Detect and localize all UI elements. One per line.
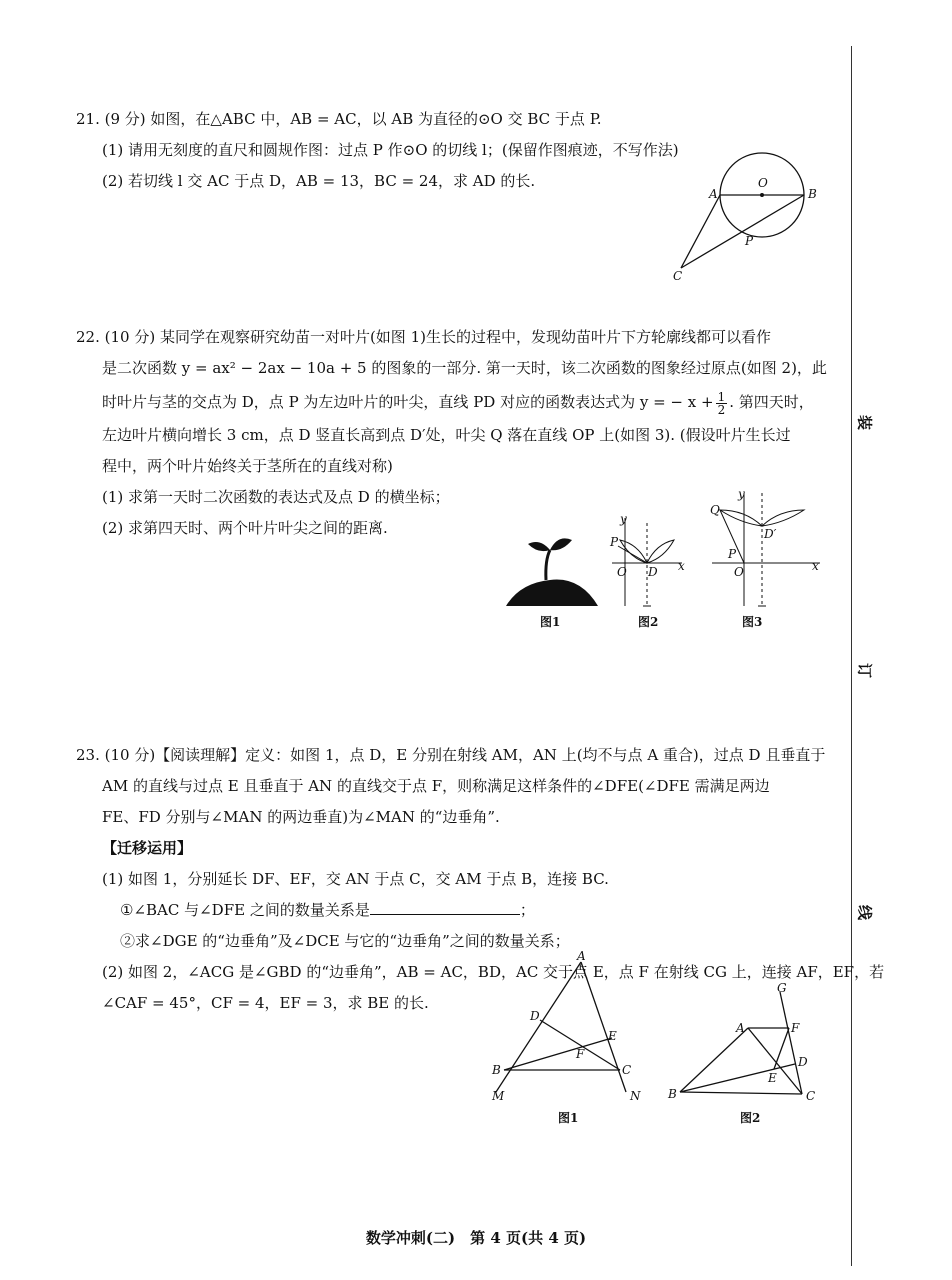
answer-blank[interactable] [370,900,520,915]
q22-part-1: (1) 求第一天时二次函数的表达式及点 D 的横坐标； [102,488,450,506]
q23-figures [488,950,828,1130]
q23-part-2: (2) 如图 2，∠ACG 是∠GBD 的“边垂角”，AB = AC，BD，AC 交于点 E，点 F 在射线 CG 上，连接 AF，EF，若 [102,963,885,981]
q21-part-2: (2) 若切线 l 交 AC 于点 D，AB = 13，BC = 24，求 AD 的长. [102,172,536,190]
q21-label-C: C [673,269,683,283]
q22-fig3-label-P: P [728,547,737,561]
binding-char-ding: 订 [855,662,874,678]
q21-label-A: A [709,187,718,201]
q21-label-P: P [745,234,754,248]
q23-fig1 [491,950,641,1103]
q23-part-1: (1) 如图 1，分别延长 DF、EF，交 AN 于点 C，交 AM 于点 B，连接 BC. [102,870,609,888]
q23-part-1-sub-1-text: ①∠BAC 与∠DFE 之间的数量关系是 [120,901,370,919]
q22-fig2-label-x: x [678,559,685,573]
q23-part-1-sub-1-end: ； [519,901,535,919]
q23-fig1-label-B: B [492,1063,501,1077]
q22-fig3 [710,488,820,606]
q23-line-1: 23. (10 分)【阅读理解】定义：如图 1，点 D，E 分别在射线 AM，AN 上(均不与点 A 重合)，过点 D 且垂直于 [76,746,826,764]
q22-fraction [716,391,728,416]
page-footer: 数学冲刺(二) 第 4 页(共 4 页) [365,1229,587,1247]
q22-line-1: 22. (10 分) 某同学在观察研究幼苗一对叶片(如图 1)生长的过程中，发现幼苗叶片下方轮廓线都可以看作 [76,328,771,346]
q23-fig1-label-D: D [530,1009,540,1023]
q22-line-3-tail: . 第四天时， [729,393,814,411]
q22-fig2-caption: 图2 [638,615,659,629]
q22-fig2-label-O: O [617,565,627,579]
q21-stem: 21. (9 分) 如图，在△ABC 中，AB = AC，以 AB 为直径的⊙O 交 BC 于点 P. [76,110,602,128]
q23-fig2-caption: 图2 [740,1111,761,1125]
q22-fig1-caption: 图1 [540,615,561,629]
q23-fig2-label-E: E [768,1071,777,1085]
q22-fig1-seedling [506,538,598,606]
q22-fig3-caption: 图3 [742,615,763,629]
q23-section-heading: 【迁移运用】 [102,839,193,857]
q23-fig1-label-C: C [622,1063,632,1077]
q21-part-1: (1) 请用无刻度的直尺和圆规作图：过点 P 作⊙O 的切线 l；(保留作图痕迹，不写作法) [102,141,679,159]
q22-fig2-label-P: P [610,535,619,549]
q22-fig2-label-y: y [620,512,627,526]
q22-fig3-label-Q: Q [710,503,720,517]
q23-fig2-label-C: C [806,1089,816,1103]
q22-fig3-label-D: D′ [764,527,777,541]
q23-fig1-label-A: A [577,950,586,963]
q22-fraction-numerator: 1 [717,389,726,404]
q23-fig2-label-G: G [777,981,787,995]
q23-fig1-label-F: F [576,1047,585,1061]
q22-line-5: 程中，两个叶片始终关于茎所在的直线对称) [102,457,393,475]
q23-fig2-label-D: D [798,1055,808,1069]
q22-fig2 [609,512,685,606]
q23-part-1-sub-2: ②求∠DGE 的“边垂角”及∠DCE 与它的“边垂角”之间的数量关系； [120,932,570,950]
q22-part-2: (2) 求第四天时、两个叶片叶尖之间的距离. [102,519,388,537]
q23-fig1-label-M: M [492,1089,505,1103]
q23-fig1-label-N: N [630,1089,641,1103]
q22-fig3-label-x: x [812,559,819,573]
q22-line-2: 是二次函数 y = ax² − 2ax − 10a + 5 的图象的一部分. 第一天时，该二次函数的图象经过原点(如图 2)，此 [102,359,827,377]
q22-fig2-label-D: D [648,565,658,579]
q21-label-B: B [808,187,817,201]
q22-fig3-label-y: y [738,488,745,501]
q23-part-2-cont: ∠CAF = 45°，CF = 4，EF = 3，求 BE 的长. [102,994,429,1012]
q23-fig2-label-A: A [736,1021,745,1035]
q23-fig2-label-B: B [668,1087,677,1101]
q23-fig2-label-F: F [791,1021,800,1035]
binding-char-zhuang: 装 [855,414,874,430]
binding-char-xian: 线 [855,904,874,920]
q21-label-O: O [758,176,768,190]
q22-line-3 [76,384,816,420]
binding-line [851,46,852,1266]
q23-line-3: FE、FD 分别与∠MAN 的两边垂直)为∠MAN 的“边垂角”. [102,808,500,826]
q21-figure [665,140,840,290]
q22-fraction-denominator: 2 [717,402,726,417]
q23-fig1-caption: 图1 [558,1111,579,1125]
q23-part-1-sub-1 [76,895,816,926]
q23-fig2 [667,981,815,1103]
q23-line-2: AM 的直线与过点 E 且垂直于 AN 的直线交于点 F，则称满足这样条件的∠DFE(∠DFE 需满足两边 [102,777,770,795]
q22-figures [500,488,830,638]
q23-fig1-label-E: E [608,1029,617,1043]
q22-fig3-label-O: O [734,565,744,579]
q22-line-4: 左边叶片横向增长 3 cm，点 D 竖直长高到点 D′处，叶尖 Q 落在直线 OP 上(如图 3). (假设叶片生长过 [102,426,791,444]
q22-line-3-text: 时叶片与茎的交点为 D，点 P 为左边叶片的叶尖，直线 PD 对应的函数表达式为 y = − x + [102,393,714,411]
